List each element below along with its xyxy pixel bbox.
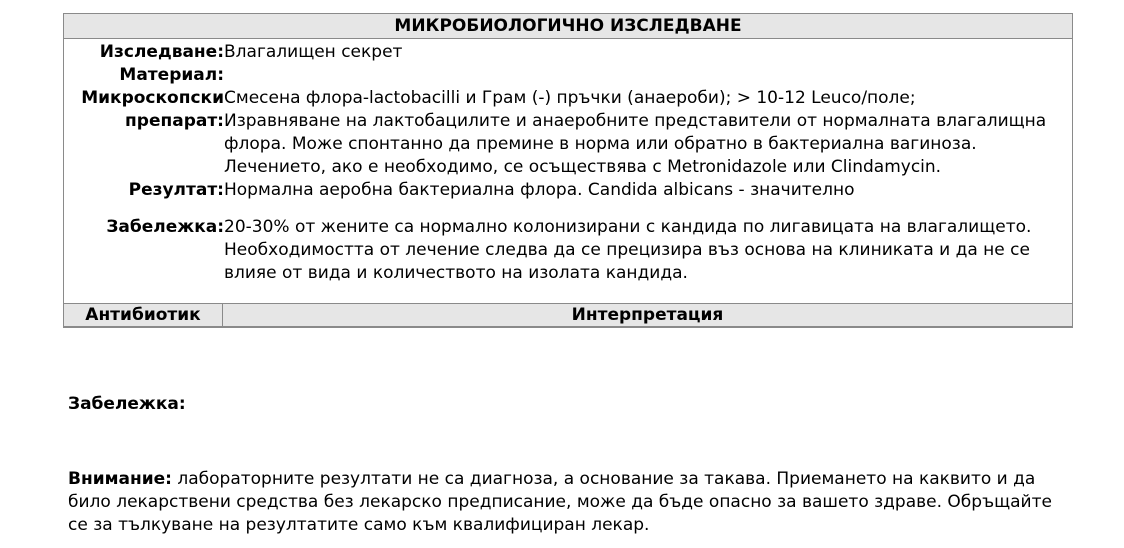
result-label: Резултат: <box>128 180 224 200</box>
result-value: Нормална аеробна бактериална флора. Candida albicans - значително <box>224 180 855 200</box>
material-value <box>224 64 1072 87</box>
preparation-value: Изравняване на лактобацилите и анаеробните представители от нормалната влагалищна флора. Може спонтанно да премине в норма или обратно в бактериална вагиноза. Лечението, ако е необходимо, се осъществява с Metronidazole или Clindamycin. <box>224 111 1047 177</box>
column-header-antibiotic: Антибиотик <box>64 304 223 326</box>
microscopy-row <box>64 87 1072 110</box>
microscopy-value: Смесена флора-lactobacilli и Грам (-) пръчки (анаероби); > 10-12 Leuco/поле; <box>224 88 916 108</box>
microbiology-report <box>63 13 1073 328</box>
material-row <box>64 64 1072 87</box>
report-title: МИКРОБИОЛОГИЧНО ИЗСЛЕДВАНЕ <box>64 14 1072 39</box>
column-header-interpretation: Интерпретация <box>571 305 724 325</box>
warning-text: лабораторните резултати не са диагноза, а основание за такава. Приемането на каквито и да било лекарствени средства без лекарско предписание, може да бъде опасно за вашето здраве. Обръщайте се за тълкуване на резултатите само към квалифициран лекар. <box>68 469 1052 535</box>
footer-warning <box>68 468 1068 537</box>
preparation-label: препарат: <box>125 111 224 131</box>
examination-row <box>64 41 1072 64</box>
footer-note-label: Забележка: <box>68 394 186 414</box>
remark-row <box>64 216 1072 285</box>
microscopy-label: Микроскопски <box>81 88 224 108</box>
preparation-row <box>64 110 1072 179</box>
result-row <box>64 179 1072 202</box>
remark-label: Забележка: <box>106 217 224 237</box>
material-label: Материал: <box>119 65 224 85</box>
remark-value: 20-30% от жените са нормално колонизирани с кандида по лигавицата на влагалището. Необходимостта от лечение следва да се прецизира въз основа на клиниката и да не се влияе от вида и количеството на изолата кандида. <box>224 217 1032 283</box>
antibiogram-table-header <box>64 303 1072 326</box>
report-fields <box>64 39 1072 303</box>
examination-label: Изследване: <box>99 42 224 62</box>
examination-value: Влагалищен секрет <box>224 42 403 62</box>
spacer <box>64 202 1072 216</box>
warning-label: Внимание: <box>68 469 172 489</box>
